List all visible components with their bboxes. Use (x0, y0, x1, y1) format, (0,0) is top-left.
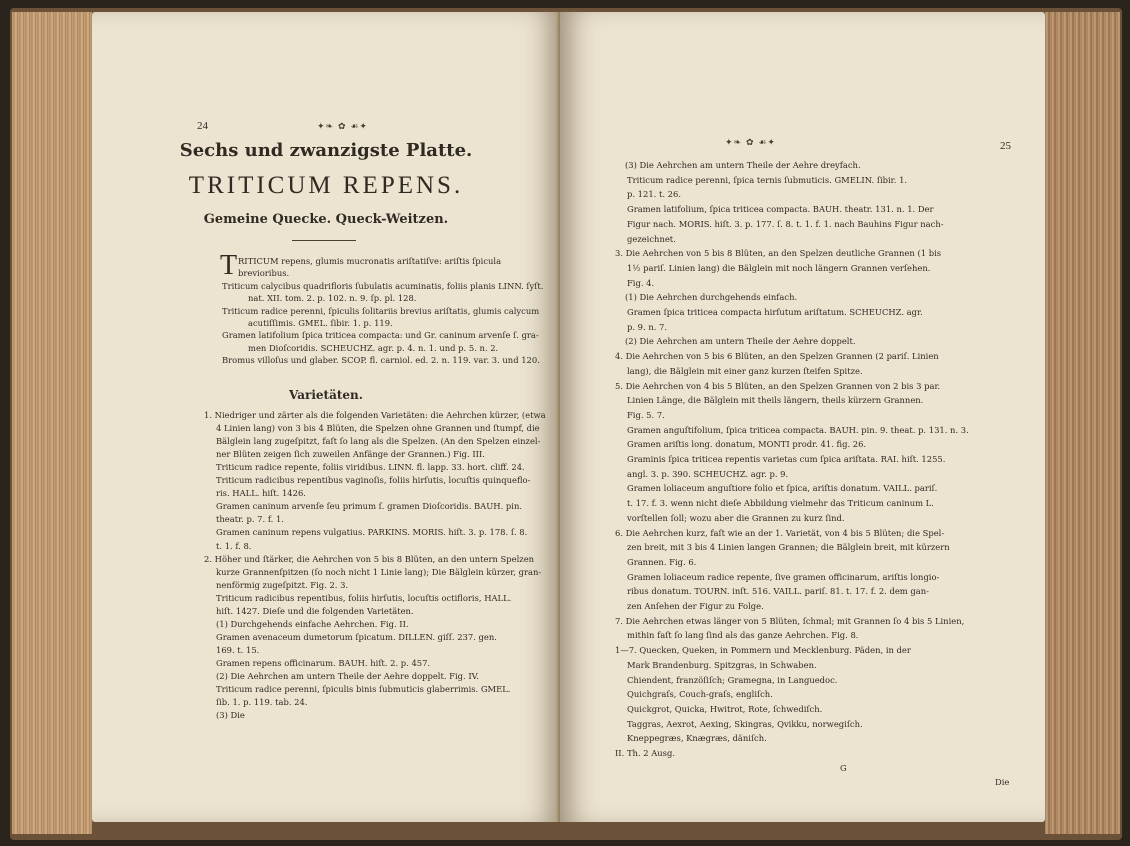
text-line: (3) Die Aehrchen am untern Theile der Aehre dreyfach. (625, 160, 861, 170)
text-line: 6. Die Aehrchen kurz, faſt wie an der 1. Varietät, von 4 bis 5 Blüten; die Spel- (615, 527, 945, 538)
text-line: ner Blüten zeigen ſich zuweilen Anfänge der Grannen.) Fig. III. (216, 449, 485, 460)
text-line: zen Anſehen der Figur zu Folge. (627, 601, 764, 611)
text-line: Triticum radice perenni, ſpiculis binis ſubmuticis glaberrimis. GMEL. (216, 684, 511, 695)
text-line: Gramen loliaceum anguſtiore folio et ſpica, ariſtis donatum. VAILL. pariſ. (627, 483, 938, 494)
text-line: Gramen latifolium, ſpica triticea compacta. BAUH. theatr. 131. n. 1. Der (627, 204, 934, 215)
text-line: Gramen ſpica triticea compacta hirſutum ariſtatum. SCHEUCHZ. agr. (627, 307, 923, 317)
text-line: (3) Die (216, 710, 245, 721)
text-line: Taggras, Aexrot, Aexing, Skingras, Qvikku, norwegiſch. (627, 718, 863, 729)
text-line: Chiendent, franzöſiſch; Gramegna, in Languedoc. (627, 674, 838, 685)
text-line: (1) Durchgehends einfache Aehrchen. Fig. II. (216, 618, 409, 629)
text-line: ribus donatum. TOURN. inſt. 516. VAILL. pariſ. 81. t. 17. f. 2. dem gan- (627, 586, 929, 597)
ornament: ✦❧ ✿ ☙✦ (725, 138, 776, 148)
text-line: Triticum calycibus quadrifloris ſubulatis acuminatis, foliis planis LINN. ſyſt. (222, 280, 544, 291)
ornament: ✦❧ ✿ ☙✦ (317, 122, 368, 132)
common-names: Gemeine Quecke. Queck-Weitzen. (203, 212, 449, 227)
text-line: lang), die Bälglein mit einer ganz kurzen ſteifen Spitze. (627, 365, 863, 376)
text-line: Triticum radicibus repentibus vaginoſis, foliis hirſutis, locuſtis quinqueflo- (216, 475, 531, 486)
text-line: 2. Höher und ſtärker, die Aehrchen von 5 bis 8 Blüten, an den untern Spelzen (204, 553, 535, 564)
text-line: kurze Grannenſpitzen (ſo noch nicht 1 Linie lang); Die Bälglein kürzer, gran- (216, 566, 542, 577)
left-page (92, 12, 560, 822)
text-line: Fig. 5. 7. (627, 409, 665, 420)
text-line: Gramen repens officinarum. BAUH. hiſt. 2. p. 457. (216, 657, 431, 668)
text-line: Gramen loliaceum radice repente, ſive gramen officinarum, ariſtis longio- (627, 571, 940, 582)
text-line: 4 Linien lang) von 3 bis 4 Blüten, die Spelzen ohne Grannen und ſtumpf, die (216, 423, 540, 434)
text-line: Graminis ſpica triticea repentis varietas cum ſpica ariſtata. RAI. hiſt. 1255. (627, 454, 946, 464)
drop-cap: T (220, 250, 238, 281)
text-line: Gramen anguſtifolium, ſpica triticea compacta. BAUH. pin. 9. theat. p. 131. n. 3. (627, 424, 969, 435)
text-line: 4. Die Aehrchen von 5 bis 6 Blüten, an den Spelzen Grannen (2 pariſ. Linien (615, 351, 939, 362)
text-line: 1. Niedriger und zärter als die folgenden Varietäten: die Aehrchen kürzer, (etwa (204, 410, 546, 420)
text-line: Triticum radicibus repentibus, foliis hirſutis, locuſtis octifloris, HALL. (216, 592, 512, 603)
text-line: theatr. p. 7. f. 1. (216, 514, 284, 525)
text-line: 7. Die Aehrchen etwas länger von 5 Blüten, ſchmal; mit Grannen ſo 4 bis 5 Linien, (615, 615, 965, 626)
text-line: Gramen avenaceum dumetorum ſpicatum. DILLEN. giſſ. 237. gen. (216, 631, 497, 642)
text-line: Gramen latifolium ſpica triticea compacta: und Gr. caninum arvenſe ſ. gra- (222, 330, 539, 341)
text-line: 1½ pariſ. Linien lang) die Bälglein mit noch längern Grannen verſehen. (627, 262, 931, 273)
text-line: Bälglein lang zugeſpitzt, faſt ſo lang als die Spelzen. (An den Spelzen einzel- (216, 436, 541, 447)
right-page (560, 12, 1045, 822)
text-line: Kneppegræs, Knægræs, däniſch. (627, 733, 767, 744)
text-line: (2) Die Aehrchen am untern Theile der Aehre doppelt. (625, 336, 856, 347)
plate-title: Sechs und zwanzigste Platte. (179, 140, 473, 161)
text-line: Gramen caninum repens vulgatius. PARKINS. MORIS. hiſt. 3. p. 178. ſ. 8. (216, 527, 528, 538)
text-line: Mark Brandenburg. Spitzgras, in Schwaben. (627, 659, 817, 670)
text-line: p. 9. n. 7. (627, 321, 668, 332)
text-line: G (840, 762, 847, 773)
text-line: 1—7. Quecken, Queken, in Pommern und Mecklenburg. Päden, in der (615, 645, 911, 656)
page-number: 25 (1000, 140, 1011, 152)
text-line: Quickgrot, Quicka, Hwitrot, Rote, ſchwediſch. (627, 703, 823, 714)
text-line: Triticum radice perenni, ſpiculis ſolitariis brevius ariſtatis, glumis calycum (222, 305, 540, 316)
page-edges-right (1045, 12, 1120, 834)
text-line: nenförmig zugeſpitzt. Fig. 2. 3. (216, 579, 349, 590)
text-line: vorſtellen ſoll; wozu aber die Grannen zu kurz ſind. (627, 512, 845, 523)
text-line: Quichgraſs, Couch-graſs, engliſch. (627, 689, 773, 700)
text-line: t. 1. f. 8. (216, 540, 252, 551)
text-line: acutiſſimis. GMEL. ſibir. 1. p. 119. (248, 318, 393, 328)
divider (292, 240, 356, 241)
text-line: Grannen. Fig. 6. (627, 556, 697, 567)
page-edges-left (12, 12, 92, 834)
text-line: Linien Länge, die Bälglein mit theils längern, theils kürzern Grannen. (627, 395, 924, 406)
text-line: Triticum radice perenni, ſpica ternis ſubmuticis. GMELIN. ſibir. 1. (627, 174, 908, 185)
text-line: brevioribus. (238, 268, 290, 279)
species-title: TRITICUM REPENS. (188, 172, 464, 199)
text-line: gezeichnet. (627, 233, 676, 244)
text-line: angl. 3. p. 390. SCHEUCHZ. agr. p. 9. (627, 468, 789, 479)
text-line: (1) Die Aehrchen durchgehends einfach. (625, 292, 798, 303)
text-line: t. 17. f. 3. wenn nicht dieſe Abbildung vielmehr das Triticum caninum L. (627, 498, 934, 509)
varieties-heading: Varietäten. (289, 388, 363, 402)
text-line: Die (995, 777, 1010, 788)
text-line: Figur nach. MORIS. hiſt. 3. p. 177. ſ. 8. t. 1. f. 1. nach Bauhins Figur nach- (627, 218, 944, 229)
text-line: 5. Die Aehrchen von 4 bis 5 Blüten, an den Spelzen Grannen von 2 bis 3 par. (615, 380, 941, 391)
text-line: ſib. 1. p. 119. tab. 24. (216, 697, 308, 708)
text-line: (2) Die Aehrchen am untern Theile der Aehre doppelt. Fig. IV. (216, 671, 479, 681)
text-line: 169. t. 15. (216, 644, 260, 655)
text-line: II. Th. 2 Ausg. (615, 748, 675, 758)
text-line: 3. Die Aehrchen von 5 bis 8 Blüten, an den Spelzen deutliche Grannen (1 bis (615, 248, 942, 259)
text-line: p. 121. t. 26. (627, 189, 682, 200)
text-line: zen breit, mit 3 bis 4 Linien langen Grannen; die Bälglein breit, mit kürzern (627, 542, 950, 553)
text-line: men Dioſcoridis. SCHEUCHZ. agr. p. 4. n. 1. und p. 5. n. 2. (248, 342, 499, 353)
text-line: RITICUM repens, glumis mucronatis ariſtatiſve: ariſtis ſpicula (238, 256, 502, 266)
text-line: hiſt. 1427. Dieſe und die folgenden Varietäten. (216, 605, 414, 616)
page-number: 24 (197, 120, 208, 132)
text-line: Gramen caninum arvenſe ſeu primum ſ. gramen Dioſcoridis. BAUH. pin. (216, 501, 523, 512)
text-line: Gramen ariſtis long. donatum, MONTI prodr. 41. fig. 26. (627, 439, 867, 450)
text-line: Fig. 4. (627, 277, 655, 288)
text-line: Bromus villoſus und glaber. SCOP. fl. carniol. ed. 2. n. 119. var. 3. und 120. (222, 355, 540, 366)
text-line: Triticum radice repente, foliis viridibus. LINN. fl. lapp. 33. hort. cliff. 24. (216, 462, 525, 473)
text-line: mithin faſt ſo lang ſind als das ganze Aehrchen. Fig. 8. (627, 630, 859, 641)
text-line: nat. XII. tom. 2. p. 102. n. 9. ſp. pl. 128. (248, 293, 417, 304)
text-line: ris. HALL. hiſt. 1426. (216, 488, 306, 499)
